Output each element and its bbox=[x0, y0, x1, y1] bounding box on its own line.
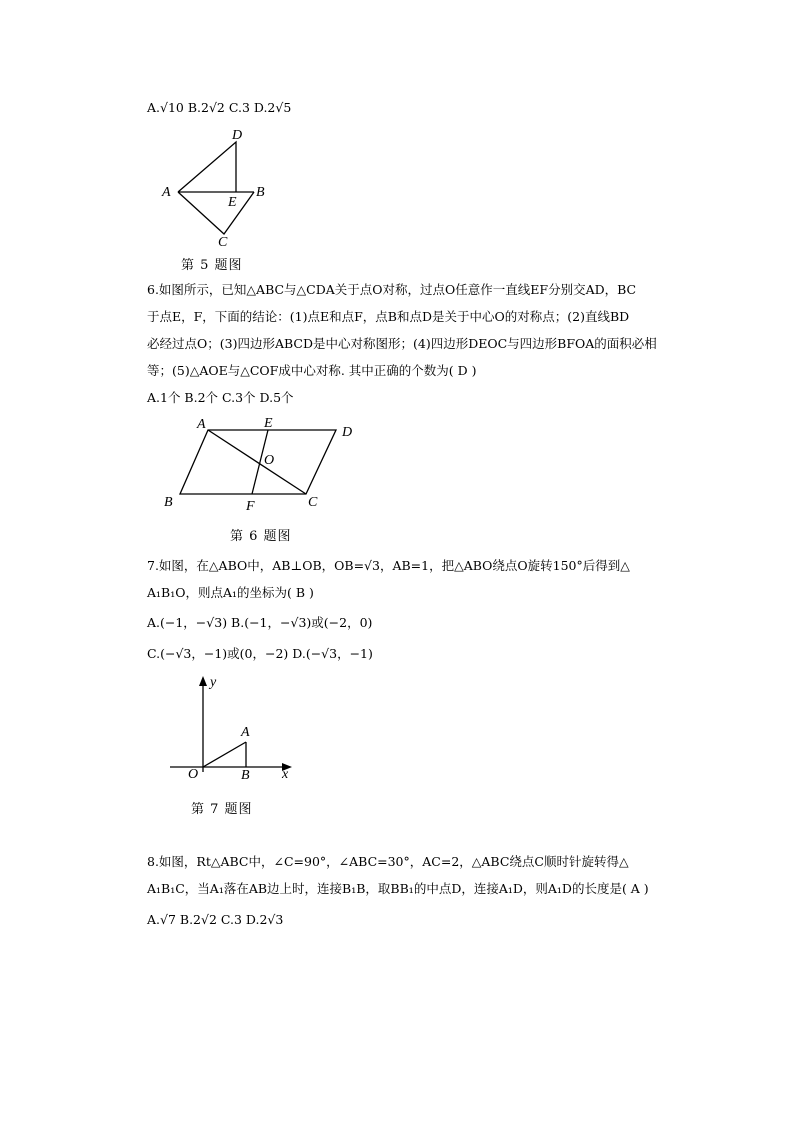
q5-label-c: C bbox=[218, 235, 228, 250]
q5-label-e: E bbox=[228, 195, 237, 210]
q5-triangle-acb bbox=[178, 192, 254, 234]
q6-options: A.1个 B.2个 C.3个 D.5个 bbox=[147, 390, 294, 405]
q8-options: A.√7 B.2√2 C.3 D.2√3 bbox=[147, 912, 284, 927]
q6-diagonal-ac bbox=[208, 430, 306, 494]
q7-option-line-1: A.(−1，−√3) B.(−1，−√3)或(−2，0) bbox=[147, 615, 373, 630]
q7-figure bbox=[168, 672, 308, 782]
q6-figure bbox=[160, 414, 370, 519]
q7-label-b: B bbox=[241, 768, 250, 783]
q6-label-d: D bbox=[342, 425, 353, 440]
q6-line-2: 于点E，F，下面的结论：(1)点E和点F，点B和点D是关于中心O的对称点；(2)直线BD bbox=[147, 309, 630, 324]
q6-line-3: 必经过点O；(3)四边形ABCD是中心对称图形；(4)四边形DEOC与四边形BFOA的面积必相 bbox=[147, 336, 657, 351]
q5-triangle-adb bbox=[178, 142, 236, 192]
q5-label-a: A bbox=[162, 185, 171, 200]
q7-line-2: A₁B₁O，则点A₁的坐标为( B ) bbox=[147, 585, 314, 600]
q8-question bbox=[147, 848, 677, 902]
q6-line-4: 等；(5)△AOE与△COF成中心对称. 其中正确的个数为( D ) bbox=[147, 363, 477, 378]
q7-y-arrow bbox=[199, 676, 207, 686]
q5-label-b: B bbox=[256, 185, 265, 200]
q5-caption: 第 5 题图 bbox=[181, 258, 243, 273]
q5-options: A.√10 B.2√2 C.3 D.2√5 bbox=[147, 100, 292, 115]
q7-label-a: A bbox=[241, 725, 250, 740]
q7-caption: 第 7 题图 bbox=[191, 802, 253, 817]
q7-label-y: y bbox=[210, 675, 217, 690]
q7-line-1: 7.如图，在△ABO中，AB⊥OB，OB=√3，AB=1，把△ABO绕点O旋转150°后得到△ bbox=[147, 558, 630, 573]
q6-label-a: A bbox=[197, 417, 206, 432]
q8-line-1: 8.如图，Rt△ABC中，∠C=90°，∠ABC=30°，AC=2，△ABC绕点C顺时针旋转得△ bbox=[147, 854, 629, 869]
q7-option-line-2: C.(−√3，−1)或(0，−2) D.(−√3，−1) bbox=[147, 646, 373, 661]
q7-segment-oa bbox=[203, 742, 246, 767]
q8-line-2: A₁B₁C，当A₁落在AB边上时，连接B₁B，取BB₁的中点D，连接A₁D，则A₁D的长度是( A ) bbox=[147, 881, 649, 896]
q7-label-o: O bbox=[188, 767, 199, 782]
q6-label-f: F bbox=[246, 499, 255, 514]
q6-label-e: E bbox=[264, 416, 273, 431]
q6-label-o: O bbox=[264, 453, 275, 468]
q7-label-x: x bbox=[282, 767, 289, 782]
q6-label-c: C bbox=[308, 495, 318, 510]
q6-caption: 第 6 题图 bbox=[230, 529, 292, 544]
q6-line-1: 6.如图所示，已知△ABC与△CDA关于点O对称，过点O任意作一直线EF分别交AD，BC bbox=[147, 282, 637, 297]
q6-label-b: B bbox=[164, 495, 173, 510]
q5-label-d: D bbox=[232, 128, 243, 143]
q6-question bbox=[147, 276, 677, 384]
q5-figure bbox=[150, 122, 290, 252]
q7-question bbox=[147, 552, 677, 606]
